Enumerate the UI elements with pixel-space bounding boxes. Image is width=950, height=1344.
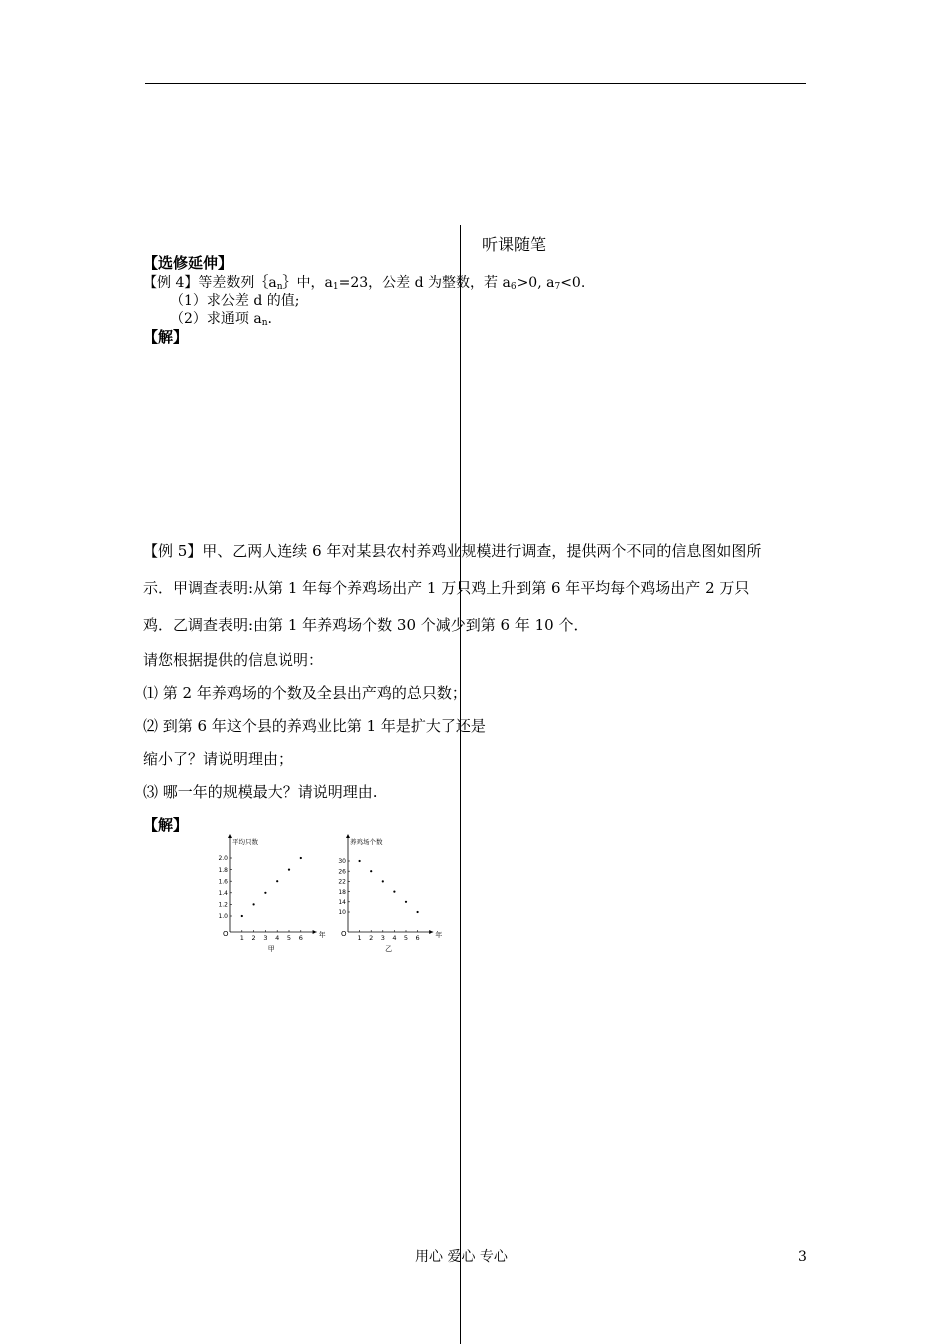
data-point (253, 903, 255, 905)
y-tick-label: 1.0 (218, 913, 228, 921)
data-point (276, 880, 278, 882)
y-tick-label: 18 (338, 888, 346, 896)
x-axis-arrow (429, 930, 433, 934)
ex5-question-3: ⑶ 哪一年的规模最大？请说明理由. (143, 783, 378, 801)
y-tick-label: 26 (338, 868, 346, 876)
x-axis-label: 年 (318, 931, 326, 939)
ex5-question-2a: ⑵ 到第 6 年这个县的养鸡业比第 1 年是扩大了还是 (143, 717, 486, 735)
x-tick-label: 5 (403, 934, 409, 942)
y-tick-label: 1.4 (218, 890, 228, 897)
y-tick-label: 2.0 (218, 855, 228, 863)
ex5-line-3: 鸡．乙调查表明:由第 1 年养鸡场个数 30 个减少到第 6 年 10 个． (143, 616, 589, 634)
x-tick-label: 1 (357, 934, 362, 942)
x-tick-label: 3 (263, 934, 268, 942)
ex4-statement: 【例 4】等差数列$\{a_n\}$中，$a_1=23$，公差 d 为整数，若 $a_6>0$, $a_7<0$. (143, 275, 586, 292)
y-tick-label: 1.6 (218, 878, 228, 886)
origin-label: O (223, 930, 229, 938)
x-tick-label: 2 (251, 934, 256, 942)
data-point (264, 892, 266, 894)
ex4-label: 【例 4】 (143, 275, 199, 291)
y-tick-label: 14 (338, 899, 346, 906)
x-tick-label: 4 (392, 934, 397, 942)
y-tick-label: 22 (338, 878, 346, 886)
notes-divider-line (460, 225, 461, 1344)
data-point (359, 860, 361, 862)
y-axis-label: 养鸡场个数 (350, 838, 383, 846)
x-tick-label: 5 (286, 934, 292, 942)
data-point (393, 891, 395, 893)
ex5-question-1: ⑴ 第 2 年养鸡场的个数及全县出产鸡的总只数； (143, 684, 467, 702)
x-tick-label: 1 (239, 934, 244, 942)
data-point (405, 901, 407, 903)
y-tick-label: 1.8 (218, 866, 228, 874)
ex4-question-1: （1）求公差 d 的值; (170, 293, 300, 309)
x-axis-label: 年 (435, 931, 442, 939)
header-rule (145, 83, 806, 84)
notes-title: 听课随笔 (482, 235, 547, 254)
x-tick-label: 4 (275, 934, 280, 942)
x-tick-label: 6 (298, 934, 303, 942)
ex4-question-2: （2）求通项 $a_n$. (170, 311, 272, 328)
origin-label: O (341, 930, 347, 938)
data-point (417, 911, 419, 913)
x-tick-label: 6 (415, 934, 420, 942)
data-point (241, 915, 243, 917)
footer-motto: 用心 爱心 专心 (415, 1249, 508, 1265)
x-tick-label: 3 (380, 934, 385, 942)
ex4-solution-label: 【解】 (143, 328, 189, 346)
data-point (370, 870, 372, 872)
chart-jia-average-count (212, 832, 330, 954)
y-tick-label: 10 (338, 909, 346, 917)
y-axis-label: 平均只数 (232, 838, 258, 846)
x-tick-label: 2 (369, 934, 374, 942)
section-title: 【选修延伸】 (143, 254, 234, 272)
ex5-line-2: 示．甲调查表明:从第 1 年每个养鸡场出产 1 万只鸡上升到第 6 年平均每个鸡场出产 2 万只 (143, 579, 750, 597)
chart-caption: 乙 (385, 945, 393, 953)
ex5-prompt: 请您根据提供的信息说明： (143, 651, 324, 669)
data-point (300, 857, 302, 859)
x-axis-arrow (313, 930, 317, 934)
data-point (382, 880, 384, 882)
data-point (288, 869, 290, 871)
chart-yi-farm-count (330, 832, 442, 954)
ex5-question-2b: 缩小了？请说明理由； (143, 750, 294, 768)
page-number: 3 (798, 1249, 807, 1265)
ex5-line-1: 【例 5】甲、乙两人连续 6 年对某县农村养鸡业规模进行调查，提供两个不同的信息图如图所 (143, 542, 762, 560)
ex5-solution-label: 【解】 (143, 816, 189, 834)
y-tick-label: 1.2 (218, 901, 228, 909)
chart-caption: 甲 (267, 945, 275, 953)
y-tick-label: 30 (338, 858, 346, 866)
